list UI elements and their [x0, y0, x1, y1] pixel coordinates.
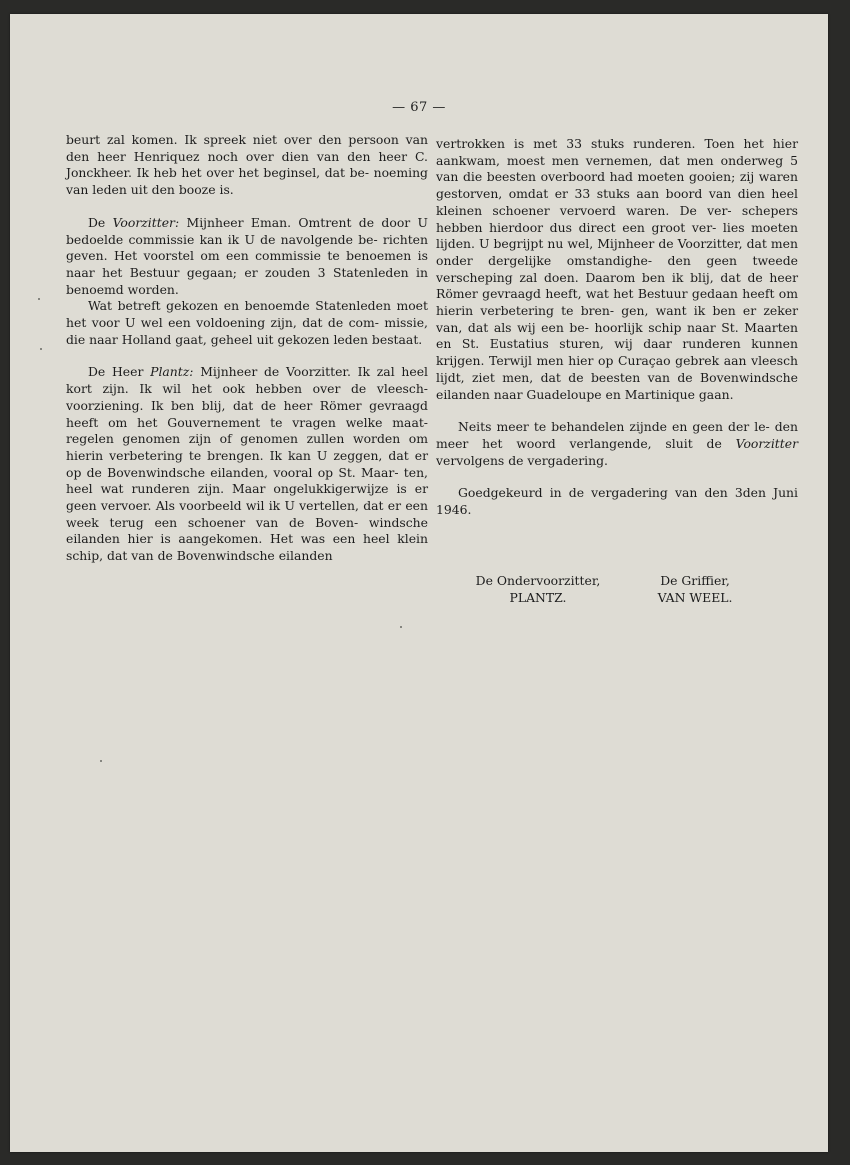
paragraph-text: Mijnheer de Voorzitter. Ik zal heel kort zijn. Ik wil het ook hebben over de vleesch- voorziening. Ik ben blij, dat de heer Römer gevraagd heeft om het Gouvernement te vragen welke maat- regelen genomen zijn of genomen zullen worden om hierin verbetering te brengen. Ik kan U zeggen, dat er op de Bovenwindsche eilanden, vooral op St. Maar- ten, heel wat runderen zijn. Maar ongelukkigerwijze is er geen vervoer. Als voorbeeld wil ik U vertellen, dat er een week terug een schoener van de Boven- windsche eilanden hier is aangekomen. Het was een heel klein schip, dat van de Bovenwindsche eilanden — [66, 364, 428, 564]
paragraph-text: Neits meer te behandelen zijnde en geen der le- den meer het woord verlangende, sluit de — [436, 419, 798, 451]
paragraph: vertrokken is met 33 stuks runderen. Toen het hier aankwam, moest men vernemen, dat men onderweg 5 van die beesten overboord had moeten gooien; zij waren gestorven, omdat er 33 stuks aan boord van dien heel kleinen schoener vervoerd waren. De ver- schepers hebben hierdoor dus direct een groot ver- lies moeten lijden. U begrijpt nu wel, Mijnheer de Voorzitter, dat men onder dergelijke omstandighe- den geen tweede verscheping zal doen. Daarom ben ik blij, dat de heer Römer gevraagd heeft, wat het Bestuur gedaan heeft om hierin verbetering te bren- gen, want ik ben er zeker van, dat als wij een be- hoorlijk schip naar St. Maarten en St. Eustatius sturen, wij daar runderen kunnen krijgen. Terwijl men hier op Curaçao gebrek aan vleesch lijdt, ziet men, dat de beesten van de Bovenwindsche eilanden naar Guadeloupe en Martinique gaan. — [436, 136, 798, 402]
paper-speck — [400, 626, 402, 628]
paragraph: Wat betreft gekozen en benoemde Statenleden moet het voor U wel een voldoening zijn, dat de com- missie, die naar Holland gaat, geheel uit gekozen leden bestaat. — [66, 298, 428, 347]
paragraph: Goedgekeurd in de vergadering van den 3den Juni 1946. — [436, 485, 798, 518]
signature-title: De Ondervoorzitter, — [475, 573, 601, 588]
speaker-name: Voorzitter — [735, 435, 798, 451]
speaker-name: Plantz: — [150, 364, 194, 380]
paper-speck — [40, 348, 42, 350]
paragraph-suffix: vervolgens de vergadering. — [436, 452, 608, 468]
paper-speck — [38, 298, 40, 300]
speaker-name: Voorzitter: — [112, 214, 180, 230]
page-number: — 67 — — [392, 100, 446, 115]
signature-name: PLANTZ. — [509, 590, 567, 605]
signature-clerk — [638, 572, 752, 606]
signature-vice-chair — [465, 572, 611, 606]
paragraph: beurt zal komen. Ik spreek niet over den persoon van den heer Henriquez noch over dien van den heer C. Jonckheer. Ik heb het over het beginsel, dat be- noeming van leden uit den booze is. — [66, 132, 428, 198]
paragraph-text: Mijnheer Eman. Omtrent de door U bedoelde commissie kan ik U de navolgende be- richten geven. Het voorstel om een commissie te benoemen is naar het Bestuur gegaan; er zouden 3 Statenleden in benoemd worden. — [66, 214, 428, 297]
paragraph — [66, 215, 428, 299]
left-column — [66, 132, 428, 565]
paper-speck — [100, 760, 102, 762]
document-page — [10, 14, 828, 1152]
paragraph — [436, 419, 798, 469]
paragraph — [66, 364, 428, 564]
signature-name: VAN WEEL. — [657, 590, 733, 605]
paragraph-prefix: De — [88, 214, 113, 230]
right-column — [436, 136, 798, 519]
paragraph-prefix: De Heer — [88, 364, 151, 380]
signature-title: De Griffier, — [660, 573, 730, 588]
